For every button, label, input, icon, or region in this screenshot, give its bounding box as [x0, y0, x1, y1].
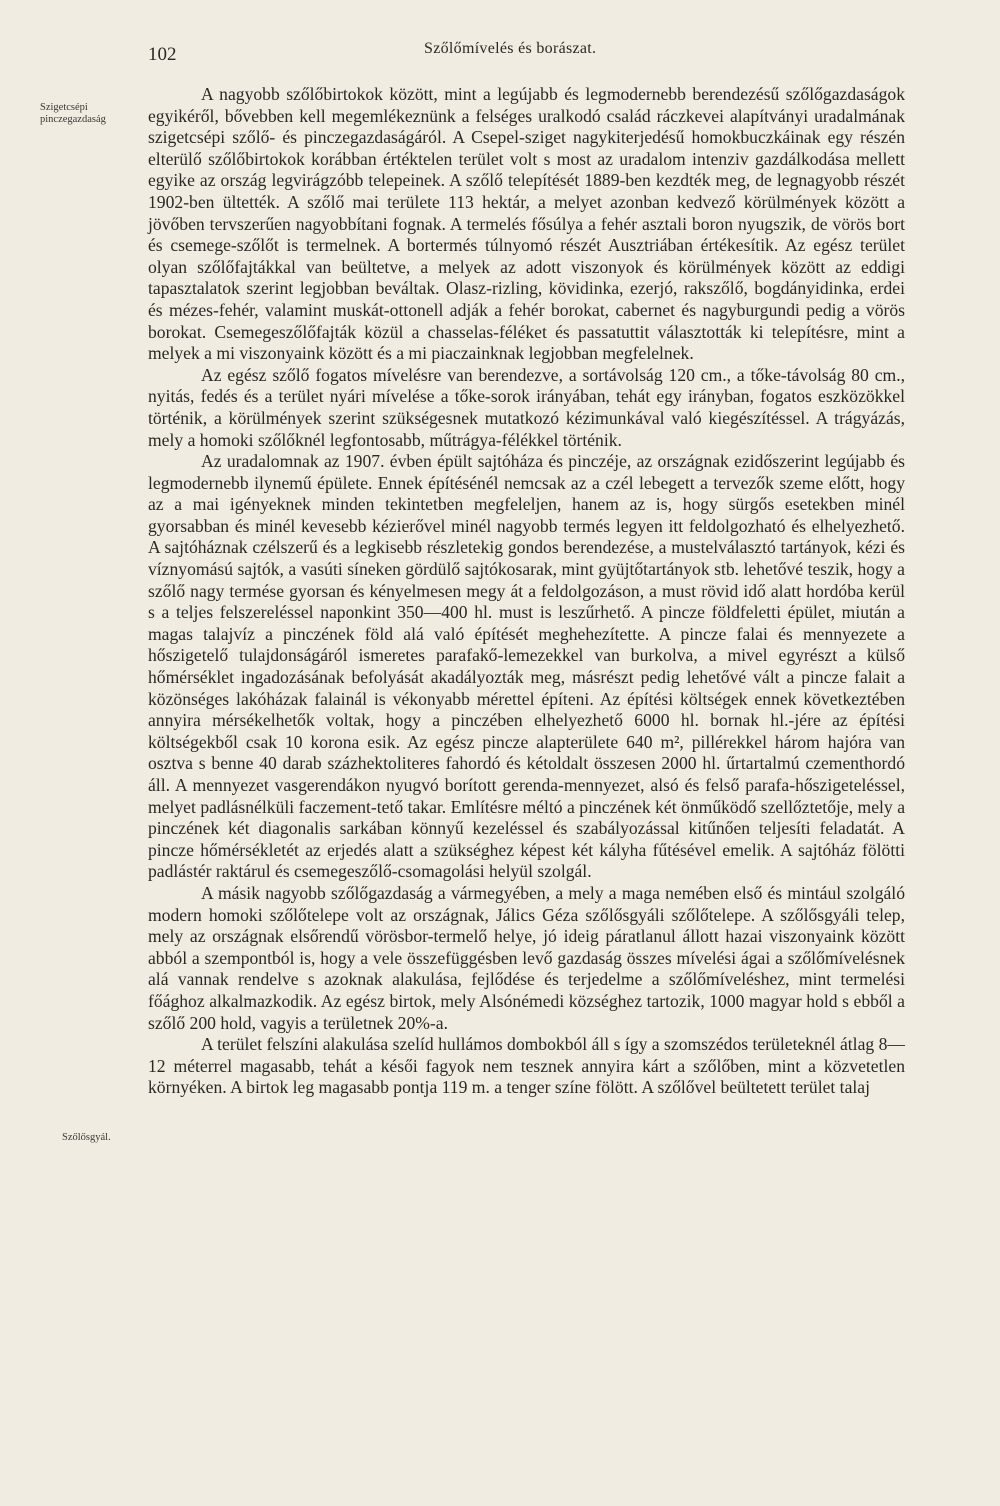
body-text	[148, 84, 905, 1099]
running-title: Szőlőmívelés és borászat.	[424, 40, 597, 57]
paragraph: A nagyobb szőlőbirtokok között, mint a legújabb és legmodernebb berendezésű szőlőgazdaságok egyikéről, bővebben kell megemlékeznünk a felséges uralkodó család ráczkevei alapítványi uradalmának szigetcsépi szőlő- és pinczegazdaságáról. A Csepel-sziget nagykiterjedésű homokbuczkáinak egy részén elterülő szőlőbirtokok korábban értéktelen terület volt s most az uradalom intenziv gazdálkodása mellett egyike az ország legvirágzóbb telepeinek. A szőlő telepítését 1889-ben kezdték meg, de legnagyobb részét 1902-ben ültették. A szőlő mai területe 113 hektár, a melyet azonban kedvező körülmények között a jövőben tervszerűen nagyobbítani fognak. A termelés fősúlya a fehér asztali boron nyugszik, de vörös bort és csemege-szőlőt is termelnek. A bortermés túlnyomó részét Ausztriában értékesítik. Az egész terület olyan szőlőfajtákkal van beültetve, a melyek az adott viszonyok és körülmények között az eddigi tapasztalatok szerint legjobban beváltak. Olasz-rizling, kövidinka, ezerjó, rakszőlő, bogdányidinka, erdei és mézes-fehér, valamint muskát-ottonell adják a fehér borokat, cabernet és nagyburgundi pedig a vörös borokat. Csemegeszőlőfajták közül a chasselas-féléket és passatuttit választották ki telepítésre, mint a melyek a mi viszonyaink között és a mi piaczainknak legjobban megfelelnek.	[148, 84, 905, 364]
page-header	[0, 40, 1000, 74]
margin-note-szolosgyal: Szőlősgyál.	[62, 1132, 111, 1143]
page-number: 102	[148, 44, 177, 65]
margin-note-szigetcsep: Szigetcsépi pinczegazdaság	[40, 102, 106, 125]
paragraph: Az egész szőlő fogatos mívelésre van berendezve, a sortávolság 120 cm., a tőke-távolság 80 cm., nyitás, fedés és a terület nyári mívelése a tőke-sorok irányában, tehát egy irányban, fogatos eszközökkel történik, a körülmények szerint szükségesnek mutatkozó kézimunkával való kiegészítéssel. A trágyázás, mely a homoki szőlőknél legfontosabb, műtrágya-félékkel történik.	[148, 364, 905, 450]
paragraph: A másik nagyobb szőlőgazdaság a vármegyében, a mely a maga nemében első és mintául szolgáló modern homoki szőlőtelepe volt az országnak, Jálics Géza szőlősgyáli szőlőtelepe. A szőlősgyáli telep, mely az országnak elsőrendű vörösbor-termelő helye, jó ideig páratlanul állott hazai viszonyaink között abból a szempontból is, hogy a vele összefüggésben levő gazdaság összes mívelési ágai a szőlőmívelésnek alá vannak rendelve s azoknak alakulása, fejlődése és terjedelme a szőlőmíveléshez, mint termelési főághoz alkalmazkodik. Az egész birtok, mely Alsónémedi községhez tartozik, 1000 magyar hold s ebből a szőlő 200 hold, vagyis a területnek 20%-a.	[148, 882, 905, 1033]
paragraph: A terület felszíni alakulása szelíd hullámos dombokból áll s így a szomszédos területeknél átlag 8—12 méterrel magasabb, tehát a késői fagyok nem tesznek annyira kárt a szőlőben, mint a közvetetlen környéken. A birtok leg magasabb pontja 119 m. a tenger színe fölött. A szőlővel beültetett terület talaj	[148, 1034, 905, 1098]
paragraph: Az uradalomnak az 1907. évben épült sajtóháza és pinczéje, az országnak ezidőszerint legújabb és legmodernebb ilynemű épülete. Ennek építésénél nemcsak az a czél lebegett a tervezők szeme előtt, hogy az a mai igényeknek minden tekintetben megfeleljen, hanem az is, hogy sürgős esetekben minél gyorsabban és minél kevesebb kézierővel minél nagyobb termés legyen itt feldolgozható és elhelyezhető. A sajtóháznak czélszerű és a legkisebb részletekig gondos berendezése, a mustelválasztó tartányok, kézi és víznyomású sajtók, a vasúti síneken gördülő sajtókosarak, mint gyüjtőtartányok stb. lehetővé teszik, hogy a szőlő nagy termése gyorsan és kényelmesen megy át a feldolgozáson, a must rövid idő alatt hordóba kerül s a teljes felszereléssel naponkint 350—400 hl. must is leszűrhető. A pincze földfeletti épület, miután a magas talajvíz a pinczének föld alá való építését meghehezítette. A pincze falai és mennyezete a hőszigetelő tulajdonságáról ismeretes parafakő-lemezekkel van burkolva, a mivel egyrészt a külső hőmérséklet ingadozásának befolyását akadályozták meg, másrészt pedig lehetővé vált a pincze falait a közönséges lakóházak falainál is vékonyabb mérettel építeni. Az építési költségek ennek következtében annyira mérsékelhetők voltak, hogy a pinczében elhelyezhető 6000 hl. bornak hl.-jére az építési költségekből csak 10 korona esik. Az egész pincze alapterülete 640 m², pillérekkel három hajóra van osztva s benne 40 darab százhektoliteres fahordó és kétoldalt összesen 2000 hl. űrtartalmú czementhordó áll. A mennyezet vasgerendákon nyugvó borított gerenda-mennyezet, alsó és felső parafa-hőszigeteléssel, melyet padlásnélküli faczement-tető takar. Említésre méltó a pinczének két önműködő szellőztetője, mely a pinczének két diagonalis sarkában könnyű kezeléssel és szabályozással kitűnően teljesíti feladatát. A pincze hőmérsékletét az erjedés alatt a szükséghez képest két kályha fűtésével emelik. A sajtóház fölötti padlástér raktárul és csemegeszőlő-csomagolási helyül szolgál.	[148, 451, 905, 882]
